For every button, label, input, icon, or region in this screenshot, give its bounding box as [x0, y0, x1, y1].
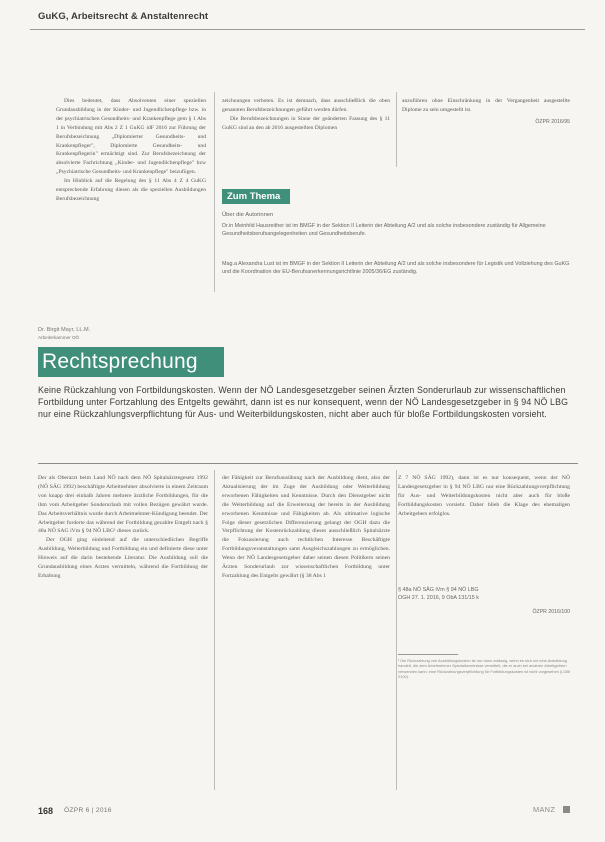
paragraph: der Fähigkeit zur Berufsausübung nach der Ausbildung dient, also der Aktualisierung der im Zuge der Ausbildung oder Weiterbildung erworbenen Fähigkeiten und Kenntnisse. Durch den Dienstgeber nicht die Weiterbildung auf die Erweiterung der bereits in der Ausbildung erworbenen Kenntnisse und Fähigkeiten ab. Als ultimative logische Folge dieser gesetzlichen Differenzierung gelangt der OGH dazu die Verpflichtung der Kostenrückzahlung dieses ausschließlich Spitalsärzte die Fokussierung auch rechtlichen Interesse Beschäftigte Fortbildungsveranstaltungen samt Ausgleichszahlungen zu ermöglichen. Wenn der NÖ Landesgesetzgeber daher seinen diesen Politikern seinen Ärzten Sonderurlaub zur wissenschaftlichen Fortbildung unter Fortzahlung des Entgelts gewährt (§ 38 Abs 1 [222, 475, 390, 579]
case-references [398, 586, 570, 616]
top-column-3 [402, 97, 570, 127]
footnote [398, 658, 570, 680]
lead-paragraph: Keine Rückzahlung von Fortbildungskosten. Wenn der NÖ Landesgesetzgeber seinen Ärzten Sonderurlaub zur wissenschaftlichen Fortbildung unter Fortzahlung des Entgelts gewährt, dann ist es nur konsequent, wenn der NÖ Landesgesetzgeber in § 94 NÖ LBG nur eine Rückzahlungsverpflichtung für Aus- und Weiterbildungskosten, nicht aber auch für bloße Fortbildungskosten vorsieht. [38, 385, 569, 420]
paragraph: Im Hinblick auf die Regelung des § 11 Abs 4 Z 4 GuKG entsprechende Erfahrung diesen als die speziellen Ausbildungen Berufsbezeichnung [56, 178, 206, 202]
paragraph: Der OGH ging einleitend auf die unterschiedlichen Begriffe Ausbildung, Weiterbildung und Fortbildung ein und definierte diese unter Hinweis auf die darin bestehende Literatur. Die Ausbildung soll die Grundausbildung eines Arztes vermitteln, während die Fortbildung der Erhaltung [38, 537, 208, 579]
author-bio-2 [222, 260, 577, 276]
lead-rule [38, 463, 578, 464]
publisher-logo-icon [563, 806, 570, 813]
running-head: GuKG, Arbeitsrecht & Anstaltenrecht [38, 11, 209, 22]
bottom-column-1 [38, 474, 208, 581]
publisher-brand: MANZ [533, 805, 556, 814]
top-column-2 [222, 97, 390, 133]
paragraph: Die Berufsbezeichnungen in Sinne der geänderten Fassung des § 11 GuKG sind an den ab 2016 ausgestellten Diplomen [222, 115, 390, 131]
bio-text: Dr.in Meinhild Hausreither ist im BMGF in der Sektion II Leiterin der Abteilung A/2 und als solche insbesondere zuständig für Allgemeine Gesundheitsberufsangelegenheiten und Gesundheitsberufe. [222, 223, 546, 238]
paragraph: Z 7 NÖ SÄG 1992), dann ist es nur konsequent, wenn der NÖ Landesgesetzgeber in § 94 NÖ LBG nur eine Rückzahlungsverpflichtung für Aus- und Weiterbildungskosten nicht aber auch für bloße Fortbildungskosten vorsieht. Daher blieb die Klage des ehemaligen Arbeitgebers erfolglos. [398, 475, 570, 517]
citation-tag: ÖZPR 2016/100 [532, 609, 570, 615]
section-author [38, 327, 90, 341]
paragraph: Der als Oberarzt beim Land NÖ nach dem NÖ Spitalsärztegesetz 1992 (NÖ SÄG 1992) beschäftigte Arbeitnehmer absolvierte in einem Zeitraum von knapp drei einhalb Jahren mehrere ärztliche Fortbildungen, für die ihm vom Arbeitgeber Sonderurlaub mit vollen Bezügen gewährt wurde. Das Arbeitsverhältnis wurde durch Arbeitnehmer-Kündigung beendet. Der Arbeitgeber forderte das während der Fortbildung gezahlte Entgelt nach § 48a NÖ SAG iVm § 94 NÖ LBG¹ dieses zurück. [38, 475, 208, 535]
column-divider [396, 470, 397, 790]
zum-thema-title: Über die Autorinnen [222, 212, 274, 218]
author-name: Dr. Birgit Mayr, LL.M. [38, 327, 91, 333]
issue-label: ÖZPR 6 | 2016 [64, 807, 112, 814]
citation-tag: ÖZPR 2016/95 [535, 118, 570, 125]
court-reference: OGH 27. 1. 2016, 9 ObA 131/15 k [398, 595, 479, 601]
paragraph: anzuführen ohne Einschränkung in der Vergangenheit ausgestellte Diplome zu sein umgestellt ist. [402, 98, 570, 113]
paragraph: Dies bedeutet, dass Absolventen einer speziellen Grundausbildung in der Kinder- und Jugendlichenpflege bzw. in der psychiatrischen Gesundheits- und Krankenpflege gem § 1 Abs 1 in Verbindung mit Abs 2 Z 1 GuKG idF 2016 zur Führung der Berufsbezeichnung „Diplomierter Gesundheits- und Krankenpfleger", Diplomierte Gesundheits- und Krankenpflegerin" ermächtigt sind. Zur Berufsbezeichnung der absolvierte Fachrichtung „Kinder- und Jugendlichenpflege" bzw „Psychiatrische Gesundheits- und Krankenpflege" beizufügen. [56, 98, 206, 176]
column-divider [396, 92, 397, 167]
zum-thema-heading: Zum Thema [222, 189, 290, 204]
column-divider [214, 92, 215, 292]
author-bio-1 [222, 222, 577, 238]
column-divider [214, 470, 215, 790]
section-title: Rechtsprechung [38, 347, 224, 377]
bio-text: Mag.a Alexandra Lust ist im BMGF in der Sektion II Leiterin der Abteilung A/2 und als solche insbesondere für Legistik und Vollziehung des GuKG und die Koordination der EU-Berufsanerkennungsrichtlinie 2005/36/EG zuständig. [222, 261, 570, 276]
author-affiliation: Arbeiterkammer OÖ [38, 335, 80, 340]
statute-reference: § 48a NÖ SÄG iVm § 94 NÖ LBG [398, 587, 479, 593]
paragraph: zeichnungen verboten. Es ist demnach, dass ausschließlich die oben genannten Berufsbezeichnungen geführt werden dürfen. [222, 98, 390, 113]
footnote-rule [398, 654, 458, 655]
header-rule [30, 29, 585, 30]
bottom-column-2 [222, 474, 390, 581]
page-number: 168 [38, 806, 54, 816]
top-column-1 [56, 97, 206, 204]
footnote-text: ¹ Die Rückzahlung von Ausbildungskosten ist nur dann zulässig, wenn es sich um eine Ausbildung handelt, die dem Arbeitnehmer Spezialkenntnisse vermittelt, die er auch bei anderen Arbeitgebern verwenden kann; eine Rückzahlungsverpflichtung für Fortbildungskosten ist nicht vorgesehen (LGBl 2100). [398, 658, 570, 680]
bottom-column-3 [398, 474, 570, 519]
